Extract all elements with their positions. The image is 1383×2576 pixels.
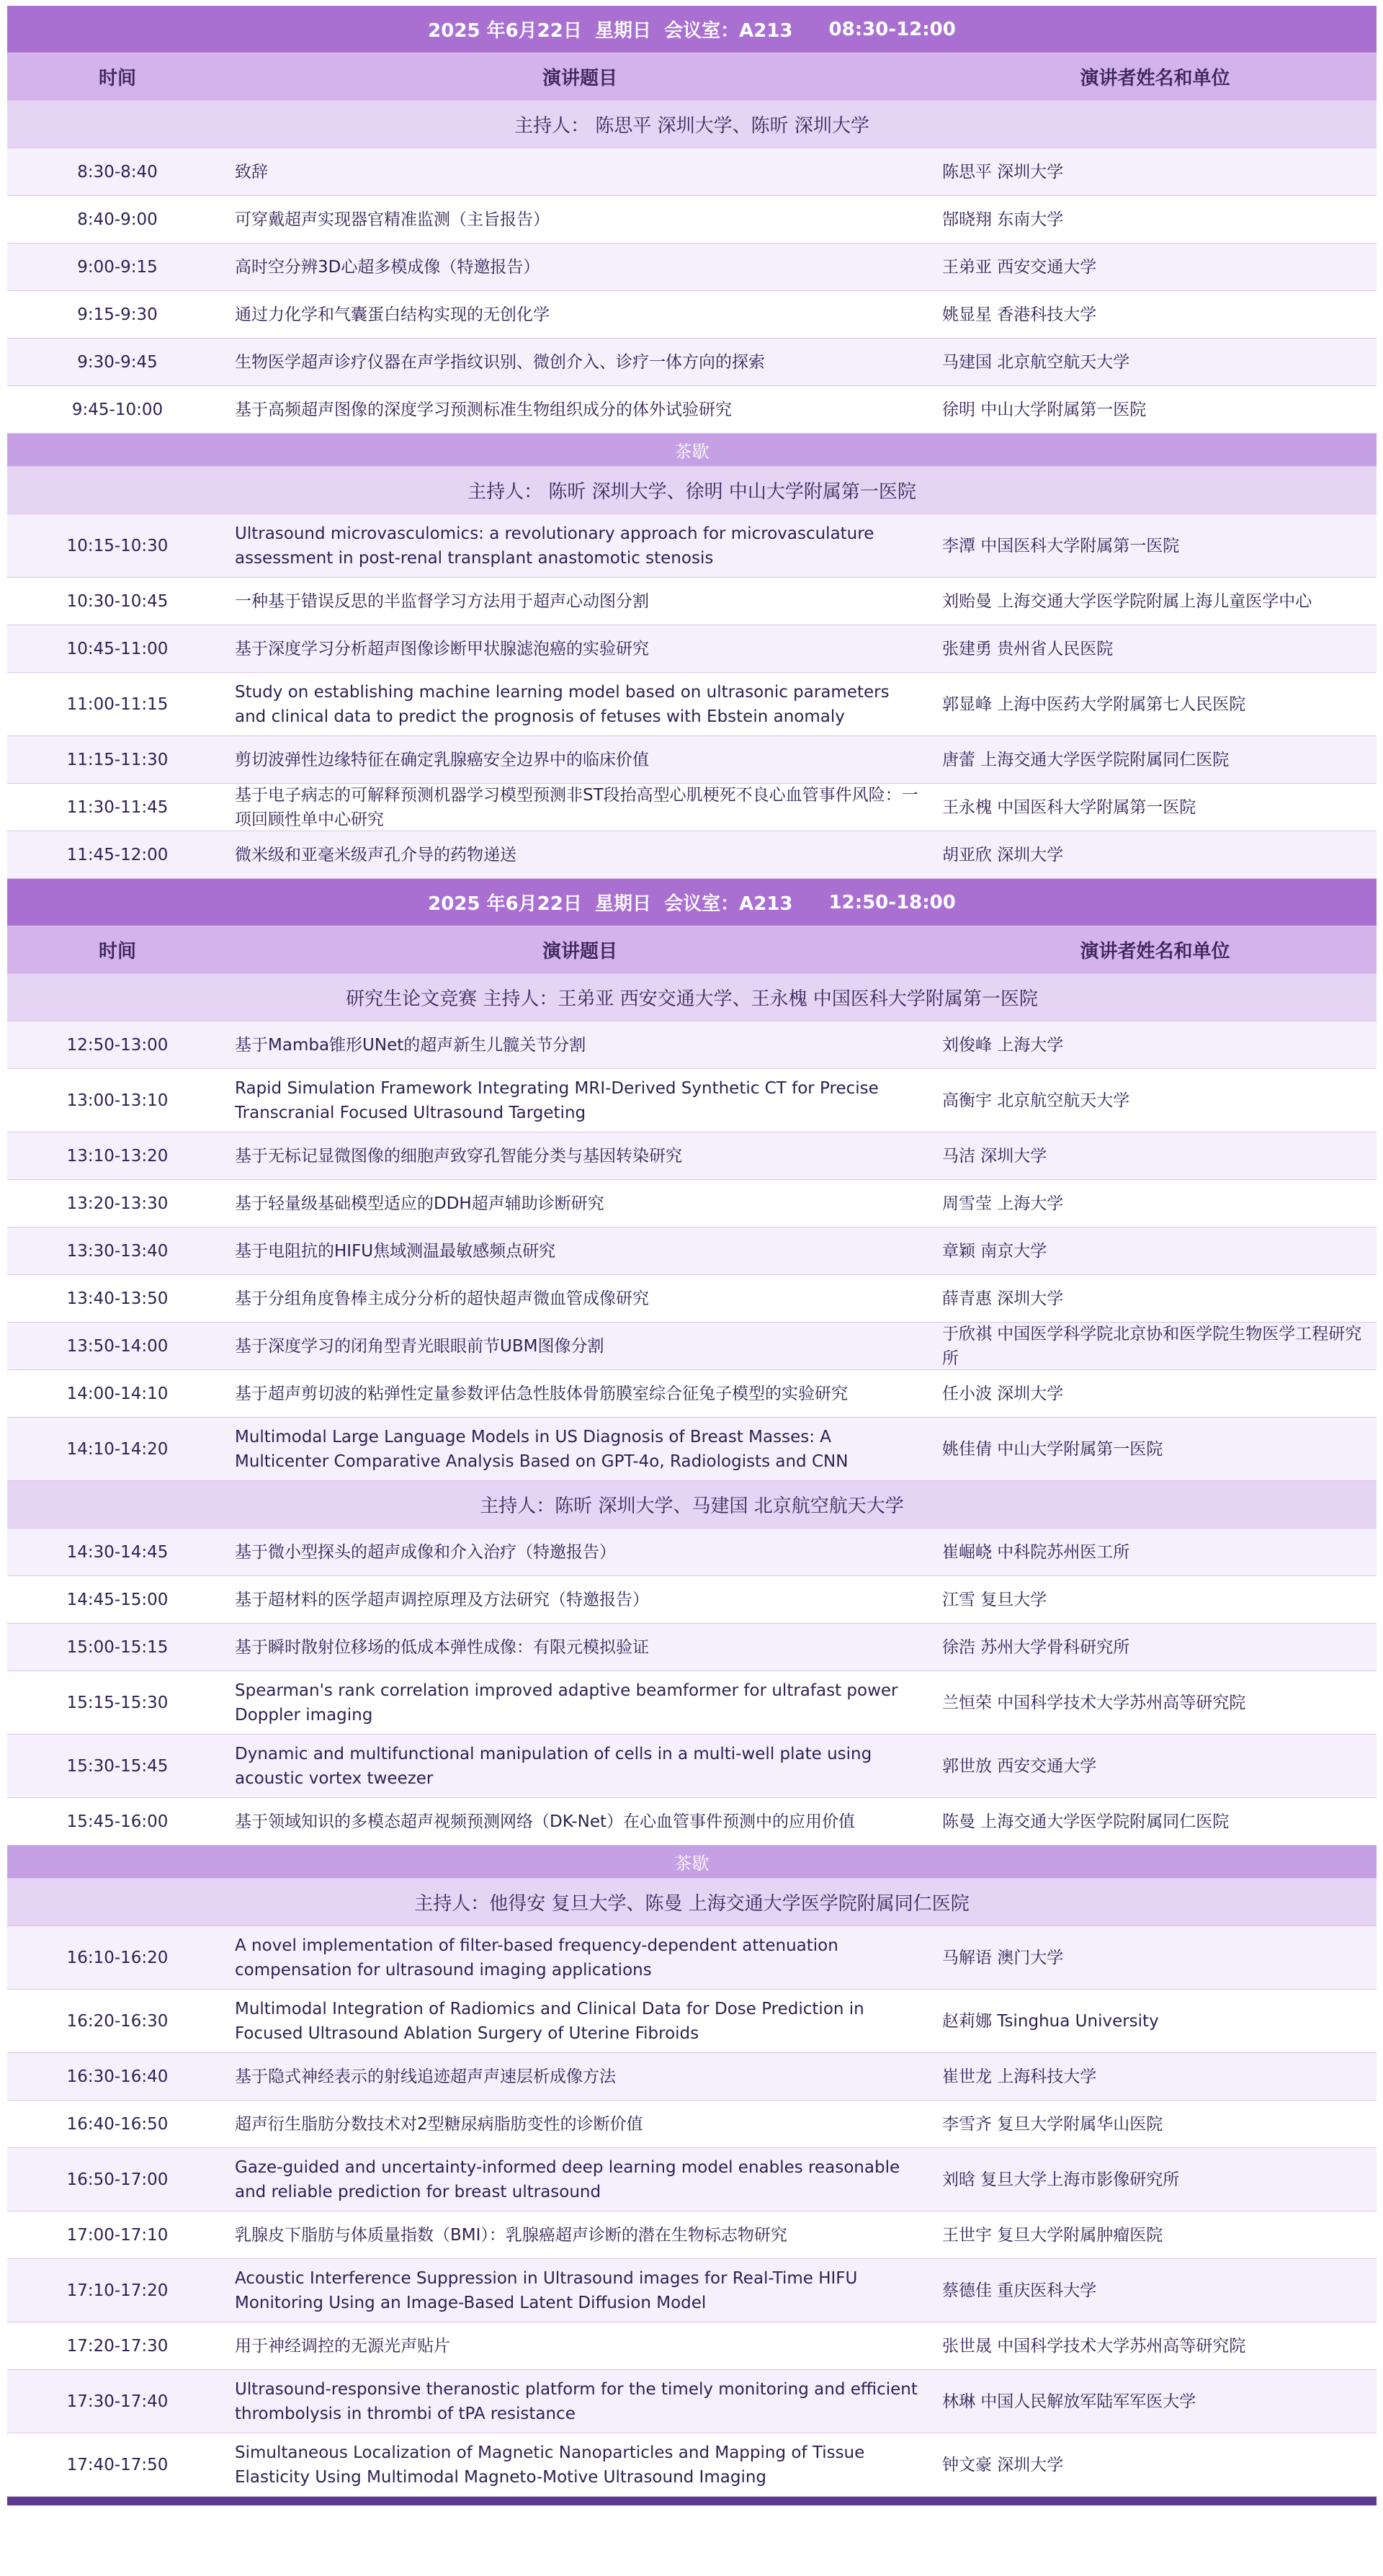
talk-time: 16:20-16:30 [66,2011,169,2031]
talk-row [7,196,1377,243]
talk-time: 11:30-11:45 [66,797,169,817]
talk-row [7,1323,1377,1370]
talk-title: 基于分组角度鲁棒主成分分析的超快超声微血管成像研究 [235,1289,649,1308]
talk-time: 13:00-13:10 [66,1091,169,1110]
talk-title: 乳腺皮下脂肪与体质量指数（BMI）：乳腺癌超声诊断的潜在生物标志物研究 [235,2225,787,2245]
session-weekday: 星期日 [594,893,651,915]
talk-speaker: 郜晓翔 东南大学 [942,210,1064,229]
talk-speaker: 马解语 澳门大学 [942,1948,1064,1967]
talk-speaker: 崔世龙 上海科技大学 [942,2067,1097,2086]
talk-title: 通过力化学和气囊蛋白结构实现的无创化学 [235,305,550,324]
talk-row [7,736,1377,784]
talk-time: 13:50-14:00 [66,1336,169,1356]
talk-title: 基于高频超声图像的深度学习预测标准生物组织成分的体外试验研究 [235,400,732,419]
talk-title: Study on establishing machine learning model based on ultrasonic parameters and clinical data to predict the prognosis of fetuses with Ebstein anomaly [235,682,890,726]
talk-speaker: 姚佳倩 中山大学附属第一医院 [942,1439,1163,1459]
talk-time: 9:15-9:30 [77,305,158,324]
talk-time: 10:30-10:45 [66,591,169,611]
talk-time: 13:20-13:30 [66,1194,169,1213]
talk-time: 17:00-17:10 [66,2225,169,2245]
session-header [7,6,1377,53]
talk-row [7,1529,1377,1576]
talk-row [7,386,1377,434]
talk-speaker: 马建国 北京航空航天大学 [942,352,1130,372]
talk-row [7,1069,1377,1132]
talk-title: Simultaneous Localization of Magnetic Nanoparticles and Mapping of Tissue Elasticity Using Multimodal Magneto-Motive Ultrasound Imaging [235,2443,865,2487]
host-text: 研究生论文竞赛 主持人：王弟亚 西安交通大学、王永槐 中国医科大学附属第一医院 [346,988,1038,1010]
talk-title: 剪切波弹性边缘特征在确定乳腺癌安全边界中的临床价值 [235,750,649,769]
talk-time: 14:45-15:00 [66,1590,169,1609]
talk-speaker: 林琳 中国人民解放军陆军军医大学 [942,2392,1196,2411]
talk-row [7,2433,1377,2497]
talk-speaker: 徐明 中山大学附属第一医院 [942,400,1147,419]
host-text: 主持人：他得安 复旦大学、陈曼 上海交通大学医学院附属同仁医院 [414,1893,970,1915]
talk-time: 17:40-17:50 [66,2455,169,2474]
talk-speaker: 郭世放 西安交通大学 [942,1756,1097,1776]
col-header-title: 演讲题目 [542,68,617,89]
talk-time: 8:30-8:40 [77,162,158,182]
talk-title: A novel implementation of filter-based frequency-dependent attenuation compensation for ultrasound imaging applications [235,1936,838,1980]
talk-time: 9:30-9:45 [77,352,158,372]
talk-time: 11:15-11:30 [66,750,169,769]
talk-speaker: 王世宇 复旦大学附属肿瘤医院 [942,2225,1163,2245]
talk-speaker: 姚显星 香港科技大学 [942,305,1097,324]
talk-title: Acoustic Interference Suppression in Ultrasound images for Real-Time HIFU Monitoring Using an Image-Based Latent Diffusion Model [235,2268,858,2312]
tea-break-label: 茶歇 [674,442,710,462]
talk-row [7,1671,1377,1735]
talk-row [7,1021,1377,1069]
talk-time: 12:50-13:00 [66,1035,169,1055]
talk-speaker: 刘贻曼 上海交通大学医学院附属上海儿童医学中心 [942,591,1312,611]
host-row [7,467,1377,514]
talk-title: Dynamic and multifunctional manipulation of cells in a multi-well plate using acoustic vortex tweezer [235,1744,872,1788]
talk-time: 16:10-16:20 [66,1948,169,1967]
talk-row [7,1180,1377,1227]
talk-row [7,2148,1377,2211]
talk-row [7,148,1377,196]
talk-speaker: 陈思平 深圳大学 [942,162,1064,182]
host-row [7,1481,1377,1529]
talk-speaker: 刘俊峰 上海大学 [942,1035,1064,1055]
talk-row [7,1275,1377,1323]
talk-time: 16:40-16:50 [66,2114,169,2134]
talk-speaker: 胡亚欣 深圳大学 [942,845,1064,864]
column-headers [7,53,1377,101]
talk-speaker: 张世晟 中国科学技术大学苏州高等研究院 [942,2336,1246,2356]
talk-title: Spearman's rank correlation improved adaptive beamformer for ultrafast power Doppler imaging [235,1681,898,1725]
talk-title: 致辞 [235,162,268,182]
talk-time: 14:30-14:45 [66,1542,169,1562]
talk-speaker: 赵莉娜 Tsinghua University [942,2011,1159,2031]
tea-break-row [7,434,1377,467]
talk-time: 13:30-13:40 [66,1241,169,1261]
talk-row [7,2370,1377,2433]
talk-time: 16:50-17:00 [66,2170,169,2189]
talk-row [7,1227,1377,1275]
talk-speaker: 江雪 复旦大学 [942,1590,1047,1609]
col-header-time: 时间 [98,941,136,962]
talk-time: 10:15-10:30 [66,536,169,555]
talk-title: 基于微小型探头的超声成像和介入治疗（特邀报告） [235,1542,616,1562]
schedule-table [7,6,1377,2505]
talk-title: Rapid Simulation Framework Integrating MRI-Derived Synthetic CT for Precise Transcranial Focused Ultrasound Targeting [235,1078,879,1122]
host-row [7,1879,1377,1926]
talk-time: 11:45-12:00 [66,845,169,864]
talk-title: 基于电阻抗的HIFU焦域测温最敏感频点研究 [235,1241,556,1261]
talk-speaker: 陈曼 上海交通大学医学院附属同仁医院 [942,1812,1230,1831]
talk-speaker: 薛青惠 深圳大学 [942,1289,1064,1308]
talk-title: 基于瞬时散射位移场的低成本弹性成像：有限元模拟验证 [235,1637,649,1657]
host-text: 主持人： 陈昕 深圳大学、徐明 中山大学附属第一医院 [467,481,916,503]
talk-time: 9:45-10:00 [71,400,164,419]
talk-title: 基于深度学习分析超声图像诊断甲状腺滤泡癌的实验研究 [235,639,649,658]
talk-title: 生物医学超声诊疗仪器在声学指纹识别、微创介入、诊疗一体方向的探索 [235,352,765,372]
talk-title: 基于电子病志的可解释预测机器学习模型预测非ST段抬高型心肌梗死不良心血管事件风险：一项回顾性单中心研究 [235,785,918,829]
session-weekday: 星期日 [594,20,651,42]
talk-row [7,2322,1377,2370]
talk-speaker: 任小波 深圳大学 [942,1384,1064,1403]
talk-title: 微米级和亚毫米级声孔介导的药物递送 [235,845,516,864]
col-header-time: 时间 [98,68,136,89]
talk-time: 16:30-16:40 [66,2067,169,2086]
talk-time: 9:00-9:15 [77,257,158,277]
talk-time: 15:45-16:00 [66,1812,169,1831]
talk-row [7,673,1377,736]
host-text: 主持人： 陈思平 深圳大学、陈昕 深圳大学 [514,115,869,137]
talk-time: 14:00-14:10 [66,1384,169,1403]
session-date: 2025 年6月22日 [428,893,582,915]
talk-speaker: 兰恒荣 中国科学技术大学苏州高等研究院 [942,1693,1246,1712]
talk-speaker: 唐蕾 上海交通大学医学院附属同仁医院 [942,750,1230,769]
talk-speaker: 钟文豪 深圳大学 [942,2455,1064,2474]
session-time: 08:30-12:00 [828,18,956,40]
col-header-speaker: 演讲者姓名和单位 [1080,941,1230,962]
talk-row [7,1132,1377,1180]
talk-row [7,831,1377,879]
talk-row [7,784,1377,831]
talk-row [7,291,1377,339]
talk-title: Ultrasound microvasculomics: a revolutionary approach for microvasculature assessment in post-renal transplant anastomotic stenosis [235,524,874,568]
talk-time: 17:10-17:20 [66,2281,169,2300]
host-row [7,101,1377,148]
talk-speaker: 于欣祺 中国医学科学院北京协和医学院生物医学工程研究所 [942,1324,1362,1368]
talk-speaker: 李潭 中国医科大学附属第一医院 [942,536,1180,555]
talk-row [7,1990,1377,2053]
talk-row [7,1370,1377,1418]
col-header-title: 演讲题目 [542,941,617,962]
tea-break-label: 茶歇 [674,1853,710,1874]
talk-row [7,578,1377,625]
talk-time: 15:30-15:45 [66,1756,169,1776]
talk-speaker: 王永槐 中国医科大学附属第一医院 [942,797,1196,817]
talk-row [7,2053,1377,2101]
talk-speaker: 马洁 深圳大学 [942,1146,1047,1166]
talk-row [7,1926,1377,1990]
talk-row [7,2259,1377,2322]
talk-title: 可穿戴超声实现器官精准监测（主旨报告） [235,210,550,229]
host-text: 主持人：陈昕 深圳大学、马建国 北京航空航天大学 [480,1495,904,1517]
tea-break-row [7,1846,1377,1879]
talk-row [7,339,1377,386]
talk-title: 基于超声剪切波的粘弹性定量参数评估急性肢体骨筋膜室综合征兔子模型的实验研究 [235,1384,848,1403]
talk-row [7,1735,1377,1798]
talk-time: 10:45-11:00 [66,639,169,658]
session-date: 2025 年6月22日 [428,20,582,42]
talk-row [7,243,1377,291]
talk-row [7,625,1377,673]
talk-speaker: 高衡宇 北京航空航天大学 [942,1091,1130,1110]
talk-time: 15:00-15:15 [66,1637,169,1657]
talk-time: 17:20-17:30 [66,2336,169,2356]
column-headers [7,926,1377,974]
talk-speaker: 张建勇 贵州省人民医院 [942,639,1114,658]
talk-title: 一种基于错误反思的半监督学习方法用于超声心动图分割 [235,591,649,611]
talk-time: 8:40-9:00 [77,210,158,229]
talk-time: 15:15-15:30 [66,1693,169,1712]
talk-row [7,1624,1377,1671]
talk-speaker: 蔡德佳 重庆医科大学 [942,2281,1097,2300]
talk-time: 14:10-14:20 [66,1439,169,1459]
talk-title: 超声衍生脂肪分数技术对2型糖尿病脂肪变性的诊断价值 [235,2114,643,2134]
talk-title: 基于Mamba锥形UNet的超声新生儿髋关节分割 [235,1035,586,1055]
talk-row [7,1418,1377,1481]
talk-title: 基于轻量级基础模型适应的DDH超声辅助诊断研究 [235,1194,604,1213]
talk-row [7,2101,1377,2148]
talk-time: 17:30-17:40 [66,2392,169,2411]
talk-speaker: 刘晗 复旦大学上海市影像研究所 [942,2170,1180,2189]
session-header [7,879,1377,926]
session-time: 12:50-18:00 [828,891,956,913]
talk-title: 基于隐式神经表示的射线追迹超声声速层析成像方法 [235,2067,616,2086]
talk-speaker: 王弟亚 西安交通大学 [942,257,1097,277]
host-row [7,974,1377,1021]
talk-title: Ultrasound-responsive theranostic platform for the timely monitoring and efficient thrombolysis in thrombi of tPA resistance [235,2379,918,2423]
talk-speaker: 李雪齐 复旦大学附属华山医院 [942,2114,1163,2134]
talk-row [7,2211,1377,2259]
talk-time: 13:10-13:20 [66,1146,169,1166]
talk-row [7,1798,1377,1846]
talk-time: 11:00-11:15 [66,694,169,714]
talk-title: 高时空分辨3D心超多模成像（特邀报告） [235,257,540,277]
talk-row [7,514,1377,578]
talk-title: 基于深度学习的闭角型青光眼眼前节UBM图像分割 [235,1336,604,1356]
talk-speaker: 章颖 南京大学 [942,1241,1047,1261]
talk-time: 13:40-13:50 [66,1289,169,1308]
talk-title: Gaze-guided and uncertainty-informed deep learning model enables reasonable and reliable prediction for breast ultrasound [235,2157,900,2201]
talk-title: Multimodal Large Language Models in US Diagnosis of Breast Masses: A Multicenter Comparative Analysis Based on GPT-4o, Radiologists and CNN [235,1427,849,1471]
col-header-speaker: 演讲者姓名和单位 [1080,68,1230,89]
talk-speaker: 徐浩 苏州大学骨科研究所 [942,1637,1130,1657]
talk-speaker: 崔崛峣 中科院苏州医工所 [942,1542,1130,1562]
talk-title: Multimodal Integration of Radiomics and Clinical Data for Dose Prediction in Focused Ultrasound Ablation Surgery of Uterine Fibroids [235,1999,864,2043]
talk-speaker: 郭显峰 上海中医药大学附属第七人民医院 [942,694,1246,714]
talk-title: 基于无标记显微图像的细胞声致穿孔智能分类与基因转染研究 [235,1146,682,1166]
session-room: 会议室：A213 [664,20,793,42]
talk-title: 用于神经调控的无源光声贴片 [235,2336,450,2356]
talk-row [7,1576,1377,1624]
talk-title: 基于超材料的医学超声调控原理及方法研究（特邀报告） [235,1590,649,1609]
talk-title: 基于领域知识的多模态超声视频预测网络（DK-Net）在心血管事件预测中的应用价值 [235,1812,856,1831]
table-bottom-bar [7,2497,1377,2505]
talk-speaker: 周雪莹 上海大学 [942,1194,1064,1213]
session-room: 会议室：A213 [664,893,793,915]
